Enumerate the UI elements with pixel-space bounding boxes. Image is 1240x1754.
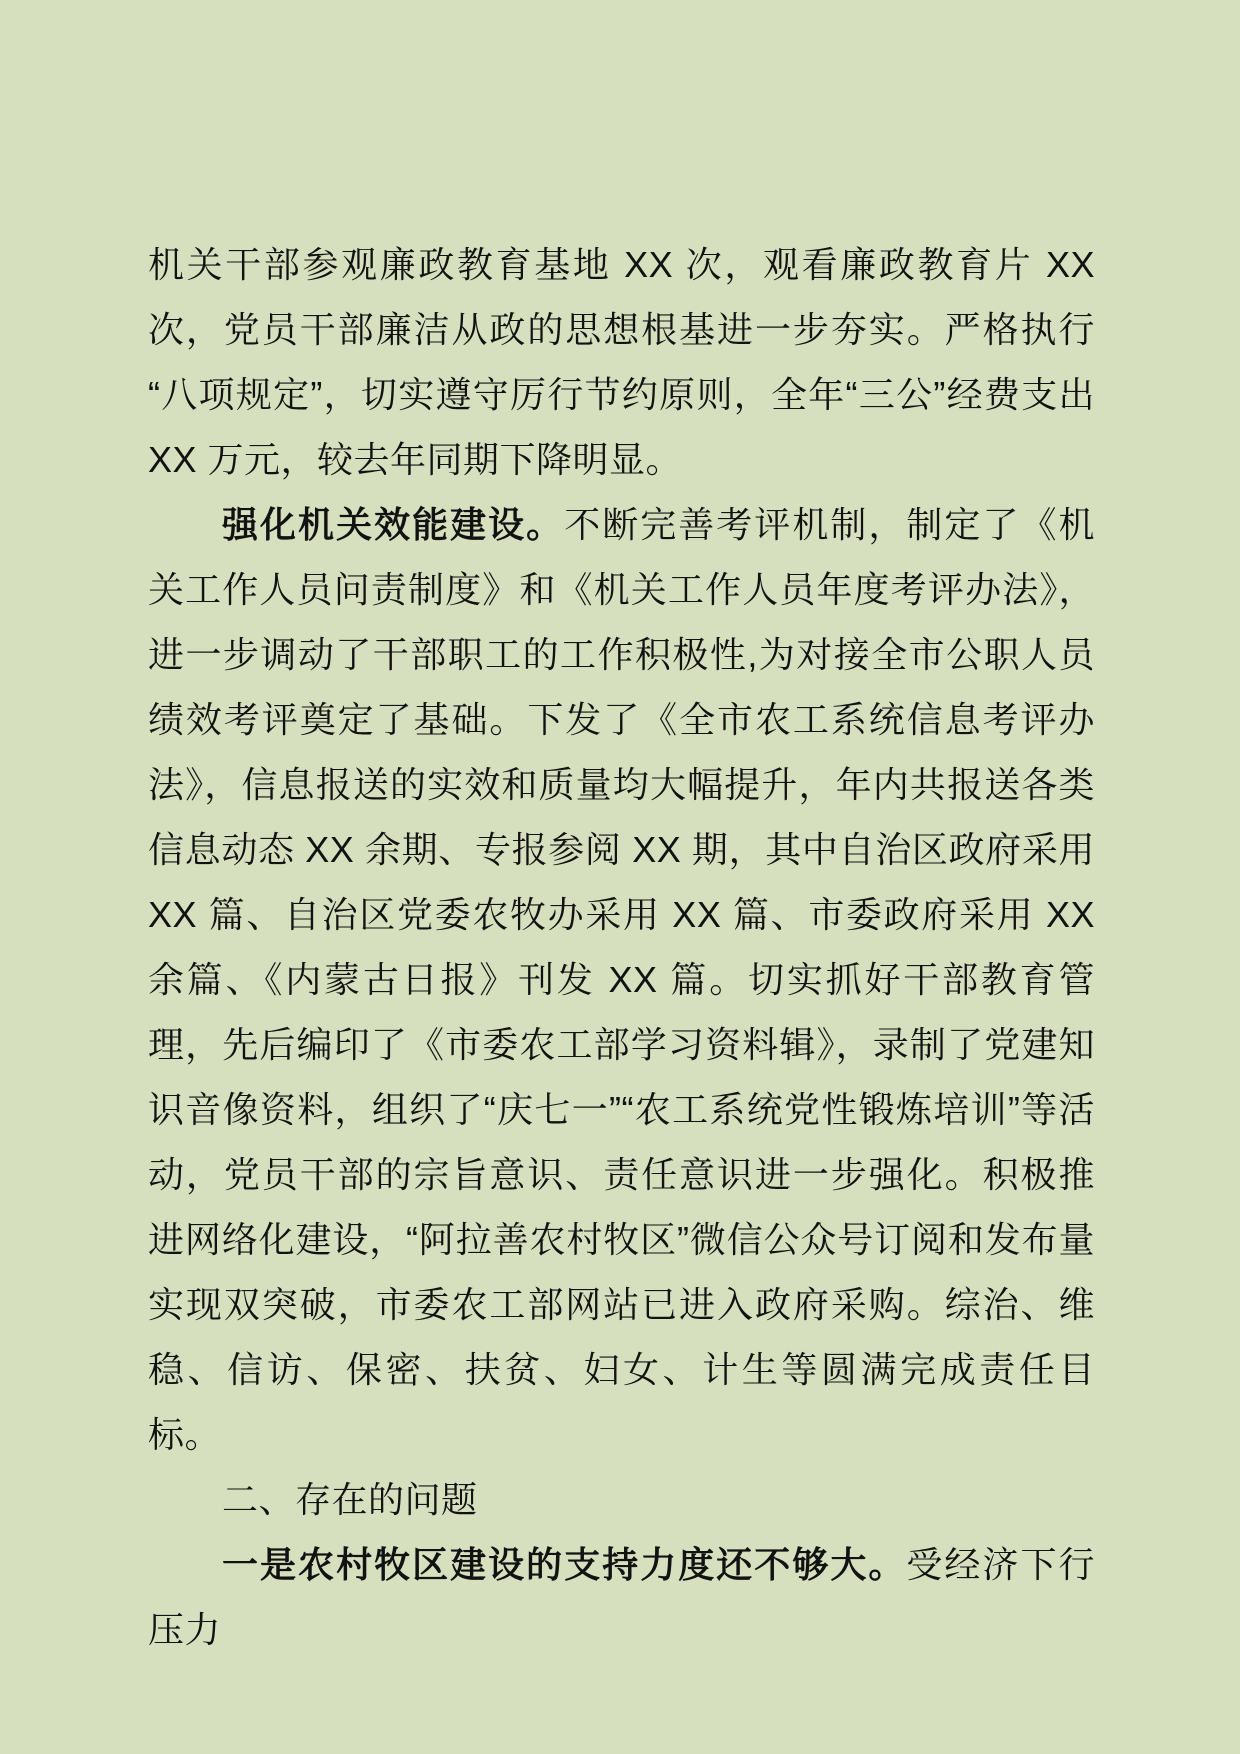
paragraph (148, 1467, 1095, 1532)
paragraph-text: 二、存在的问题 (222, 1479, 478, 1520)
paragraph-text: 不断完善考评机制，制定了《机关工作人员问责制度》和《机关工作人员年度考评办法》，进一步调动了干部职工的工作积极性,为对接全市公职人员绩效考评奠定了基础。下发了《全市农工系统信息考评办法》，信息报送的实效和质量均大幅提升，年内共报送各类信息动态 XX 余期、专报参阅 XX 期，其中自治区政府采用 XX 篇、自治区党委农牧办采用 XX 篇、市委政府采用 XX 余篇、《内蒙古日报》刊发 XX 篇。切实抓好干部教育管理，先后编印了《市委农工部学习资料辑》，录制了党建知识音像资料，组织了“庆七一”“农工系统党性锻炼培训”等活动，党员干部的宗旨意识、责任意识进一步强化。积极推进网络化建设，“阿拉善农村牧区”微信公众号订阅和发布量实现双突破，市委农工部网站已进入政府采购。综治、维稳、信访、保密、扶贫、妇女、计生等圆满完成责任目标。 (148, 504, 1095, 1455)
paragraph-lead-bold-text: 强化机关效能建设。 (222, 504, 565, 545)
paragraph-text: 机关干部参观廉政教育基地 XX 次，观看廉政教育片 XX 次，党员干部廉洁从政的思想根基进一步夯实。严格执行“八项规定”，切实遵守厉行节约原则，全年“三公”经费支出 XX 万元，较去年同期下降明显。 (148, 244, 1095, 480)
paragraph (148, 492, 1095, 1467)
paragraph-lead-bold-text: 一是农村牧区建设的支持力度还不够大。 (222, 1544, 907, 1585)
document-body (148, 232, 1095, 1662)
paragraph (148, 232, 1095, 492)
paragraph-text: 受经济下行压力 (148, 1544, 1095, 1650)
paragraph (148, 1532, 1095, 1662)
